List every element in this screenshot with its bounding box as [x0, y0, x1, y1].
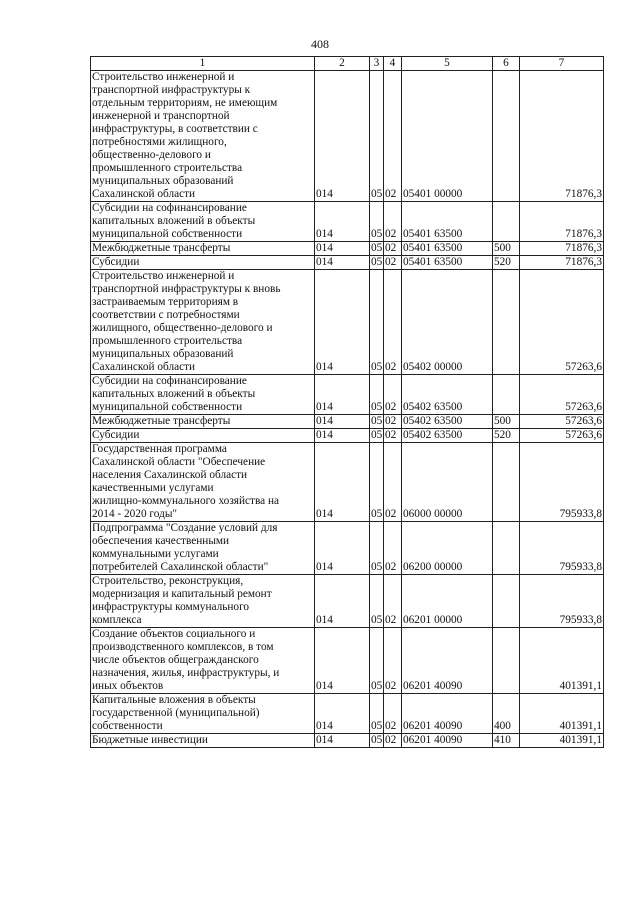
amount-cell: 71876,3: [520, 202, 604, 242]
target-article-cell: 05402 63500: [402, 375, 493, 415]
ministry-code-cell: 014: [315, 71, 370, 202]
row-name-line: промышленного строительства: [92, 162, 243, 174]
amount-cell: 401391,1: [520, 628, 604, 694]
row-name-line: соответствии с потребностями: [92, 309, 240, 321]
amount-cell: 71876,3: [520, 256, 604, 270]
column-header: 2: [315, 57, 370, 71]
section-code-cell: 05: [371, 256, 383, 268]
section-code-cell: 05: [370, 375, 384, 415]
table-row: [91, 694, 604, 734]
row-name-line: Субсидии на софинансирование: [92, 202, 247, 214]
column-header: 1: [91, 57, 315, 71]
table-row: [91, 375, 604, 415]
target-article-cell: 06201 00000: [402, 575, 493, 628]
subsection-code-cell: 02: [384, 375, 402, 415]
column-number-row: [91, 57, 604, 71]
expense-type-cell: 500: [493, 242, 520, 256]
expense-type-cell: [493, 443, 520, 522]
row-name-cell: [91, 628, 315, 694]
row-name-line: инфраструктуры, в соответствии с: [92, 123, 258, 135]
row-name-line: модернизация и капитальный ремонт: [92, 588, 272, 600]
amount-cell: 71876,3: [520, 242, 604, 256]
row-name-line: собственности: [92, 720, 163, 732]
row-name-cell: [91, 443, 315, 522]
expense-type-cell: 520: [493, 429, 520, 443]
row-name-line: обеспечения качественными: [92, 535, 230, 547]
table-row: [91, 415, 604, 429]
expense-type-cell: [493, 628, 520, 694]
ministry-code-cell: 014: [315, 443, 370, 522]
table-row: [91, 734, 604, 748]
amount-cell: 401391,1: [520, 734, 604, 748]
row-name-line: Сахалинской области: [92, 188, 196, 200]
row-name-line: муниципальных образований: [92, 175, 234, 187]
row-name-line: комплекса: [92, 614, 142, 626]
ministry-code-cell: 014: [315, 202, 370, 242]
target-article-cell: 05401 63500: [402, 256, 493, 270]
target-article-cell: 05401 00000: [402, 71, 493, 202]
row-name-cell: [91, 202, 315, 242]
row-name-cell: [91, 734, 315, 748]
expense-type-cell: [493, 202, 520, 242]
row-name-line: транспортной инфраструктуры к: [92, 84, 251, 96]
subsection-code-cell: 02: [384, 694, 402, 734]
row-name-cell: [91, 415, 315, 429]
subsection-code-cell: 02: [384, 575, 402, 628]
row-name-line: качественными услугами: [92, 482, 214, 494]
section-code-cell: 05: [370, 628, 384, 694]
section-code-cell: 05: [370, 270, 384, 375]
row-name-line: муниципальной собственности: [92, 401, 243, 413]
subsection-code-cell: 02: [384, 443, 402, 522]
table-body: [91, 71, 604, 748]
subsection-code-cell: 02: [384, 415, 402, 429]
section-code-cell: 05: [371, 734, 383, 746]
amount-cell: 795933,8: [520, 575, 604, 628]
ministry-code-cell: 014: [315, 628, 370, 694]
row-name-line: застраиваемым территориям в: [92, 296, 239, 308]
target-article-cell: 06201 40090: [402, 734, 493, 748]
row-name-line: 2014 - 2020 годы": [92, 508, 178, 520]
table-row: [91, 443, 604, 522]
ministry-code-cell: 014: [315, 734, 370, 748]
row-name-line: назначения, жилья, инфраструктуры, и: [92, 667, 280, 679]
target-article-cell: 06000 00000: [402, 443, 493, 522]
ministry-code-cell: 014: [315, 375, 370, 415]
row-name-line: Субсидии на софинансирование: [92, 375, 247, 387]
row-name-line: отдельным территориям, не имеющим: [92, 97, 278, 109]
row-name-line: потребностями жилищного,: [92, 136, 227, 148]
row-name-line: капитальных вложений в объекты: [92, 215, 256, 227]
ministry-code-cell: 014: [315, 242, 370, 256]
row-name-line: государственной (муниципальной): [92, 707, 260, 719]
section-code-cell: 05: [371, 415, 383, 427]
row-name-line: Сахалинской области "Обеспечение: [92, 456, 266, 468]
ministry-code-cell: 014: [315, 429, 370, 443]
row-name-line: Подпрограмма "Создание условий для: [92, 522, 278, 534]
target-article-cell: 05401 63500: [402, 202, 493, 242]
target-article-cell: 05402 63500: [402, 429, 493, 443]
row-name-line: промышленного строительства: [92, 335, 243, 347]
table-row: [91, 575, 604, 628]
target-article-cell: 05402 63500: [402, 415, 493, 429]
row-name-cell: [91, 522, 315, 575]
row-name-line: инженерной и транспортной: [92, 110, 230, 122]
subsection-code-cell: 02: [384, 522, 402, 575]
row-name-cell: [91, 694, 315, 734]
target-article-cell: 06200 00000: [402, 522, 493, 575]
row-name-cell: [91, 270, 315, 375]
column-header: 5: [402, 57, 493, 71]
ministry-code-cell: 014: [315, 256, 370, 270]
target-article-cell: 05401 63500: [402, 242, 493, 256]
ministry-code-cell: 014: [315, 415, 370, 429]
table-row: [91, 429, 604, 443]
amount-cell: 795933,8: [520, 443, 604, 522]
table-row: [91, 202, 604, 242]
section-code-cell: 05: [371, 242, 383, 254]
subsection-code-cell: 02: [384, 734, 402, 748]
section-code-cell: 05: [370, 575, 384, 628]
row-name-line: капитальных вложений в объекты: [92, 388, 256, 400]
column-header: 3: [370, 57, 384, 71]
amount-cell: 57263,6: [520, 270, 604, 375]
expense-type-cell: [493, 71, 520, 202]
row-name-line: населения Сахалинской области: [92, 469, 248, 481]
amount-cell: 57263,6: [520, 415, 604, 429]
expense-type-cell: 520: [493, 256, 520, 270]
ministry-code-cell: 014: [315, 522, 370, 575]
subsection-code-cell: 02: [384, 202, 402, 242]
expense-type-cell: [493, 575, 520, 628]
row-name-cell: [91, 242, 315, 256]
row-name-line: Бюджетные инвестиции: [92, 734, 208, 746]
row-name-cell: [91, 575, 315, 628]
ministry-code-cell: 014: [315, 270, 370, 375]
table-row: [91, 71, 604, 202]
target-article-cell: 06201 40090: [402, 694, 493, 734]
section-code-cell: 05: [371, 429, 383, 441]
row-name-line: Строительство, реконструкция,: [92, 575, 244, 587]
amount-cell: 795933,8: [520, 522, 604, 575]
row-name-line: Субсидии: [92, 429, 140, 441]
subsection-code-cell: 02: [384, 429, 402, 443]
row-name-line: числе объектов общегражданского: [92, 654, 259, 666]
column-header: 7: [520, 57, 604, 71]
section-code-cell: 05: [370, 202, 384, 242]
section-code-cell: 05: [370, 694, 384, 734]
row-name-line: Капитальные вложения в объекты: [92, 694, 256, 706]
amount-cell: 57263,6: [520, 429, 604, 443]
row-name-line: общественно-делового и: [92, 149, 211, 161]
subsection-code-cell: 02: [384, 270, 402, 375]
subsection-code-cell: 02: [384, 242, 402, 256]
section-code-cell: 05: [370, 522, 384, 575]
expense-type-cell: 400: [493, 694, 520, 734]
row-name-line: производственного комплексов, в том: [92, 641, 274, 653]
table-row: [91, 242, 604, 256]
target-article-cell: 05402 00000: [402, 270, 493, 375]
row-name-line: потребителей Сахалинской области": [92, 561, 269, 573]
subsection-code-cell: 02: [384, 256, 402, 270]
row-name-line: Государственная программа: [92, 443, 227, 455]
target-article-cell: 06201 40090: [402, 628, 493, 694]
page-number: 408: [311, 37, 329, 51]
row-name-line: Строительство инженерной и: [92, 71, 235, 83]
row-name-line: муниципальной собственности: [92, 228, 243, 240]
expense-type-cell: [493, 375, 520, 415]
row-name-cell: [91, 429, 315, 443]
row-name-line: коммунальными услугами: [92, 548, 219, 560]
budget-table: [90, 56, 604, 748]
row-name-line: Строительство инженерной и: [92, 270, 235, 282]
table-row: [91, 270, 604, 375]
ministry-code-cell: 014: [315, 694, 370, 734]
row-name-line: муниципальных образований: [92, 348, 234, 360]
row-name-line: транспортной инфраструктуры к вновь: [92, 283, 281, 295]
expense-type-cell: [493, 270, 520, 375]
row-name-line: инфраструктуры коммунального: [92, 601, 250, 613]
column-header: 6: [493, 57, 520, 71]
row-name-cell: [91, 375, 315, 415]
table-row: [91, 256, 604, 270]
section-code-cell: 05: [370, 443, 384, 522]
expense-type-cell: [493, 522, 520, 575]
subsection-code-cell: 02: [384, 71, 402, 202]
ministry-code-cell: 014: [315, 575, 370, 628]
table-row: [91, 628, 604, 694]
expense-type-cell: 500: [493, 415, 520, 429]
row-name-line: Сахалинской области: [92, 361, 196, 373]
column-header: 4: [384, 57, 402, 71]
row-name-line: жилищно-коммунального хозяйства на: [92, 495, 280, 507]
row-name-line: Межбюджетные трансферты: [92, 415, 231, 427]
section-code-cell: 05: [370, 71, 384, 202]
amount-cell: 401391,1: [520, 694, 604, 734]
row-name-line: иных объектов: [92, 680, 164, 692]
table-row: [91, 522, 604, 575]
row-name-cell: [91, 256, 315, 270]
amount-cell: 71876,3: [520, 71, 604, 202]
expense-type-cell: 410: [493, 734, 520, 748]
row-name-line: Субсидии: [92, 256, 140, 268]
subsection-code-cell: 02: [384, 628, 402, 694]
amount-cell: 57263,6: [520, 375, 604, 415]
row-name-line: жилищного, общественно-делового и: [92, 322, 273, 334]
row-name-line: Межбюджетные трансферты: [92, 242, 231, 254]
row-name-line: Создание объектов социального и: [92, 628, 256, 640]
row-name-cell: [91, 71, 315, 202]
